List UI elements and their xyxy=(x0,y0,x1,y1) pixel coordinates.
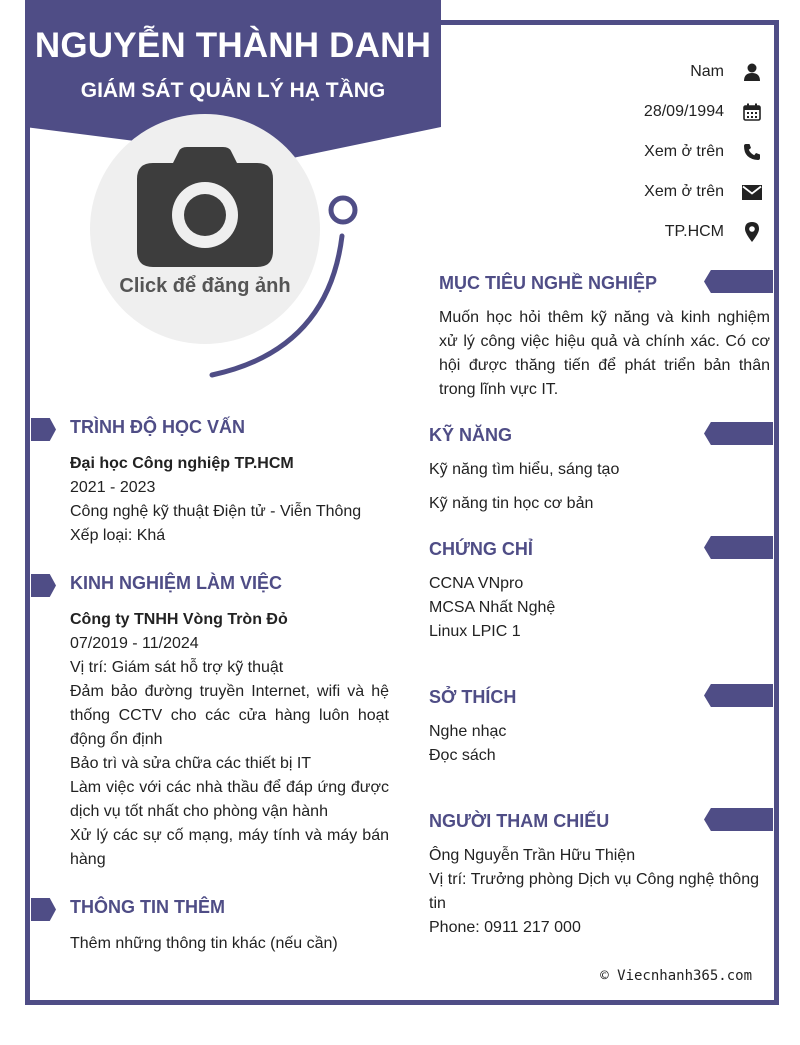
experience-title: KINH NGHIỆM LÀM VIỆC xyxy=(70,573,283,593)
hobby-item[interactable]: Đọc sách xyxy=(429,747,496,764)
calendar-icon xyxy=(742,102,762,122)
birthday-text: 28/09/1994 xyxy=(643,103,724,120)
email-row xyxy=(644,172,762,212)
experience-duty[interactable]: Bảo trì và sửa chữa các thiết bị IT xyxy=(70,755,312,772)
certificate-item[interactable]: CCNA VNpro xyxy=(429,575,524,592)
reference-phone[interactable]: Phone: 0911 217 000 xyxy=(429,919,581,936)
additional-text[interactable]: Thêm những thông tin khác (nếu cần) xyxy=(70,935,338,952)
copyright-text: © Viecnhanh365.com xyxy=(600,968,752,984)
hobbies-list xyxy=(429,720,759,768)
skills-title: KỸ NĂNG xyxy=(429,425,513,445)
certificates-title: CHỨNG CHỈ xyxy=(429,539,533,559)
gender-text: Nam xyxy=(690,63,724,80)
objective-title: MỤC TIÊU NGHỀ NGHIỆP xyxy=(439,273,658,293)
reference-position[interactable]: Vị trí: Trưởng phòng Dịch vụ Công nghệ thông tin xyxy=(429,871,759,912)
skill-item[interactable]: Kỹ năng tìm hiểu, sáng tạo xyxy=(429,461,620,478)
education-block xyxy=(70,452,390,548)
user-icon xyxy=(742,62,762,82)
experience-block xyxy=(70,608,389,872)
address-text: TP.HCM xyxy=(664,223,724,240)
hobby-item[interactable]: Nghe nhạc xyxy=(429,723,507,740)
certificate-item[interactable]: Linux LPIC 1 xyxy=(429,623,521,640)
experience-duty[interactable]: Đảm bảo đường truyền Internet, wifi và hệ thống CCTV cho các cửa hàng luôn hoạt động ổn định xyxy=(70,683,389,748)
hobbies-title: SỞ THÍCH xyxy=(429,687,517,707)
reference-marker xyxy=(704,808,773,831)
education-grade[interactable]: Xếp loại: Khá xyxy=(70,527,166,544)
address-row xyxy=(644,212,762,252)
experience-duty[interactable]: Làm việc với các nhà thầu để đáp ứng được dịch vụ tốt nhất cho phòng vận hành xyxy=(70,779,389,820)
experience-duty[interactable]: Xử lý các sự cố mạng, máy tính và máy bán hàng xyxy=(70,827,389,868)
experience-company[interactable]: Công ty TNHH Vòng Tròn Đỏ xyxy=(70,611,288,628)
reference-block xyxy=(429,844,759,940)
candidate-name[interactable]: NGUYỄN THÀNH DANH xyxy=(34,26,432,65)
skill-item[interactable]: Kỹ năng tin học cơ bản xyxy=(429,495,594,512)
email-text: Xem ở trên xyxy=(644,183,724,200)
additional-title: THÔNG TIN THÊM xyxy=(70,897,225,917)
phone-text: Xem ở trên xyxy=(644,143,724,160)
certificates-list xyxy=(429,572,759,644)
reference-title: NGƯỜI THAM CHIẾU xyxy=(429,811,610,831)
certificate-item[interactable]: MCSA Nhất Nghệ xyxy=(429,599,556,616)
objective-text[interactable]: Muốn học hỏi thêm kỹ năng và kinh nghiệm xử lý công việc hiệu quả và chính xác. Có cơ hội được thăng tiến để phát triển bản thân trong lĩnh vực IT. xyxy=(439,309,770,398)
objective-marker xyxy=(704,270,773,293)
phone-icon xyxy=(742,142,762,162)
education-school[interactable]: Đại học Công nghiệp TP.HCM xyxy=(70,455,294,472)
education-major[interactable]: Công nghệ kỹ thuật Điện tử - Viễn Thông xyxy=(70,503,362,520)
decorative-arc xyxy=(200,190,370,390)
education-period[interactable]: 2021 - 2023 xyxy=(70,479,156,496)
skills-marker xyxy=(704,422,773,445)
hobbies-marker xyxy=(704,684,773,707)
location-icon xyxy=(742,222,762,242)
experience-period[interactable]: 07/2019 - 11/2024 xyxy=(70,635,199,652)
mail-icon xyxy=(742,182,762,202)
education-title: TRÌNH ĐỘ HỌC VẤN xyxy=(70,417,245,437)
avatar-upload-label: Click để đăng ảnh xyxy=(119,275,291,297)
birthday-row xyxy=(644,92,762,132)
experience-position[interactable]: Vị trí: Giám sát hỗ trợ kỹ thuật xyxy=(70,659,284,676)
personal-info xyxy=(644,52,762,252)
job-title[interactable]: GIÁM SÁT QUẢN LÝ HẠ TẦNG xyxy=(80,79,386,102)
skills-list xyxy=(429,458,759,516)
phone-row xyxy=(644,132,762,172)
certificates-marker xyxy=(704,536,773,559)
reference-name[interactable]: Ông Nguyễn Trần Hữu Thiện xyxy=(429,847,636,864)
gender-row xyxy=(644,52,762,92)
